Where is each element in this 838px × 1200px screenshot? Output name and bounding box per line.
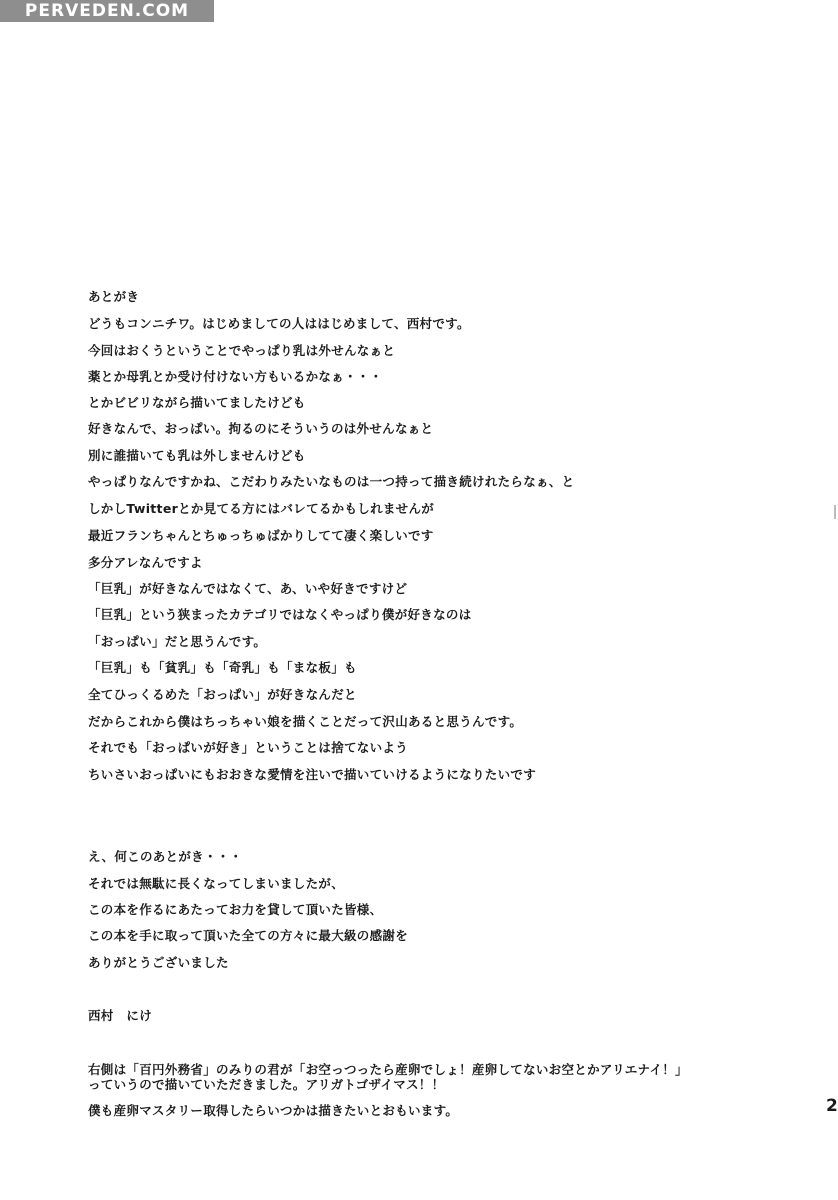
text-line: それでも「おっぱいが好き」ということは捨てないよう [88,740,409,755]
text-line: 今回はおくうということでやっぱり乳は外せんなぁと [88,343,396,358]
text-line: だからこれから僕はちっちゃい娘を描くことだって沢山あると思うんです。 [88,714,523,729]
text-line: とかビビリながら描いてましたけども [88,395,306,410]
text-line: 多分アレなんですよ [88,555,203,570]
text-line: 全てひっくるめた「おっぱい」が好きなんだと [88,687,357,702]
text-line: っていうので描いていただきました。アリガトゴザイマス！！ [88,1077,445,1092]
text-line: 僕も産卵マスタリー取得したらいつかは描きたいとおもいます。 [88,1103,459,1118]
text-line: ありがとうございました [88,955,229,970]
text-line: 別に誰描いても乳は外しませんけども [88,448,306,463]
signature: 西村 にけ [88,1008,153,1023]
text-line: 右側は「百円外務省」のみりの君が「お空っつったら産卵でしょ！産卵してないお空とかアリエナイ！」 [88,1062,688,1077]
watermark-logo: PERVEDEN.COM [0,0,214,22]
text-line: 「巨乳」も「貧乳」も「奇乳」も「まな板」も [88,660,357,675]
text-line: 好きなんで、おっぱい。拘るのにそういうのは外せんなぁと [88,421,434,436]
text-line: この本を作るにあたってお力を貸して頂いた皆様、 [88,902,383,917]
text-line: 「おっぱい」だと思うんです。 [88,634,267,649]
text-line: どうもコンニチワ。はじめましての人ははじめまして、西村です。 [88,316,470,331]
text-line: 「巨乳」が好きなんではなくて、あ、いや好きですけど [88,581,408,596]
text-line: え、何このあとがき・・・ [88,849,243,864]
text-line: しかしTwitterとか見てる方にはバレてるかもしれませんが [88,501,435,516]
edge-mark [834,505,836,519]
text-line: それでは無駄に長くなってしまいましたが、 [88,876,345,891]
text-line: ちいさいおっぱいにもおおきな愛情を注いで描いていけるようになりたいです [88,767,537,782]
text-line: 「巨乳」という狭まったカテゴリではなくやっぱり僕が好きなのは [88,607,472,622]
text-line: 薬とか母乳とか受け付けない方もいるかなぁ・・・ [88,369,383,384]
afterword-title: あとがき [88,289,140,304]
text-line: この本を手に取って頂いた全ての方々に最大級の感謝を [88,928,409,943]
page-number: 2 [826,1096,838,1116]
text-line: 最近フランちゃんとちゅっちゅばかりしてて凄く楽しいです [88,528,434,543]
text-line: やっぱりなんですかね、こだわりみたいなものは一つ持って描き続けれたらなぁ、と [88,474,575,489]
